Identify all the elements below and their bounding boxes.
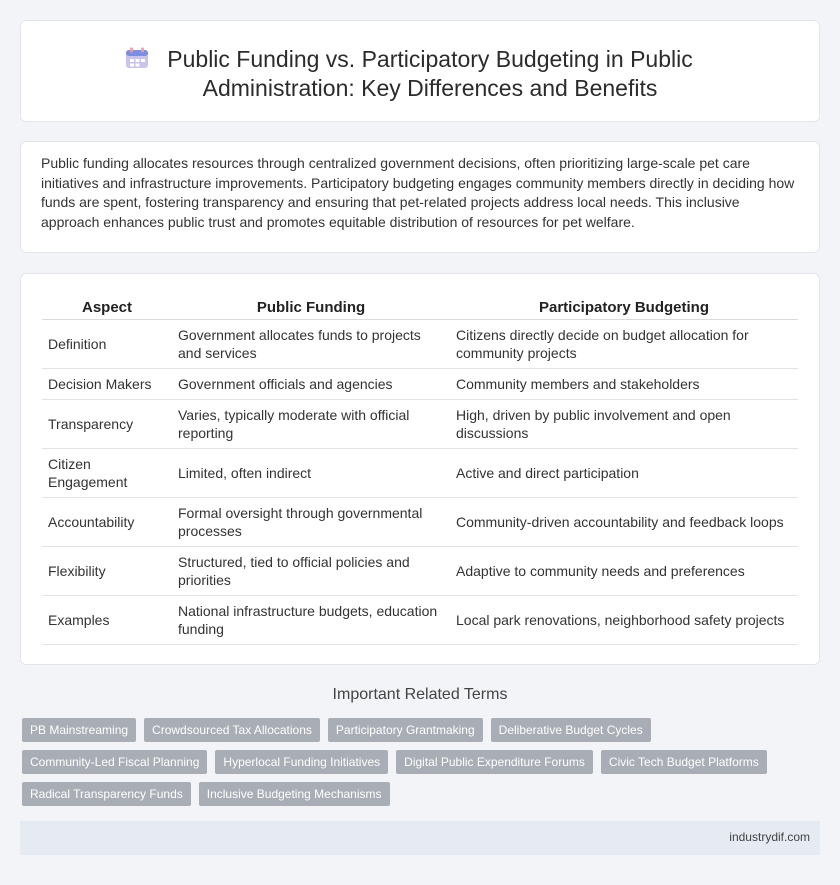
intro-paragraph: Public funding allocates resources through centralized government decisions, often prioritizing large-scale pet care initiatives and infrastructure improvements. Participatory budgeting engages community members directly in deciding how funds are spent, fostering transparency and ensuring that pet-related projects address local needs. This inclusive approach enhances public trust and promotes equitable distribution of resources for pet welfare. bbox=[41, 155, 795, 230]
related-term-tag[interactable]: Deliberative Budget Cycles bbox=[491, 718, 651, 742]
footer bbox=[20, 821, 820, 855]
table-row bbox=[42, 319, 798, 368]
table-row bbox=[42, 448, 798, 497]
related-term-tag[interactable]: Crowdsourced Tax Allocations bbox=[144, 718, 320, 742]
row-aspect: Accountability bbox=[42, 497, 172, 546]
related-term-tag[interactable]: PB Mainstreaming bbox=[22, 718, 136, 742]
row-participatory-budgeting: Community members and stakeholders bbox=[450, 368, 798, 399]
row-public-funding: Structured, tied to official policies and priorities bbox=[172, 546, 450, 595]
page-title: Public Funding vs. Participatory Budgeting in Public Administration: Key Differences and Benefits bbox=[167, 46, 693, 101]
related-term-tag[interactable]: Participatory Grantmaking bbox=[328, 718, 483, 742]
comparison-card bbox=[20, 273, 820, 665]
row-public-funding: Government officials and agencies bbox=[172, 368, 450, 399]
row-participatory-budgeting: High, driven by public involvement and open discussions bbox=[450, 399, 798, 448]
row-aspect: Definition bbox=[42, 319, 172, 368]
row-public-funding: Limited, often indirect bbox=[172, 448, 450, 497]
related-terms-heading: Important Related Terms bbox=[332, 686, 508, 703]
row-aspect: Flexibility bbox=[42, 546, 172, 595]
row-aspect: Citizen Engagement bbox=[42, 448, 172, 497]
row-participatory-budgeting: Local park renovations, neighborhood safety projects bbox=[450, 595, 798, 644]
row-public-funding: Varies, typically moderate with official reporting bbox=[172, 399, 450, 448]
header-aspect: Aspect bbox=[42, 297, 172, 319]
row-participatory-budgeting: Active and direct participation bbox=[450, 448, 798, 497]
related-term-tag[interactable]: Radical Transparency Funds bbox=[22, 782, 191, 806]
header-public-funding: Public Funding bbox=[172, 297, 450, 319]
related-term-tag[interactable]: Digital Public Expenditure Forums bbox=[396, 750, 593, 774]
related-term-tag[interactable]: Hyperlocal Funding Initiatives bbox=[215, 750, 388, 774]
table-row bbox=[42, 595, 798, 644]
table-row bbox=[42, 497, 798, 546]
related-term-tag[interactable]: Civic Tech Budget Platforms bbox=[601, 750, 767, 774]
row-public-funding: Government allocates funds to projects and services bbox=[172, 319, 450, 368]
title-card bbox=[20, 20, 820, 122]
table-row bbox=[42, 368, 798, 399]
row-aspect: Examples bbox=[42, 595, 172, 644]
footer-site-link[interactable]: industrydif.com bbox=[729, 830, 810, 844]
table-row bbox=[42, 399, 798, 448]
comparison-table bbox=[42, 297, 798, 645]
table-header-row bbox=[42, 297, 798, 319]
row-aspect: Decision Makers bbox=[42, 368, 172, 399]
related-term-tag[interactable]: Community-Led Fiscal Planning bbox=[22, 750, 207, 774]
row-participatory-budgeting: Community-driven accountability and feedback loops bbox=[450, 497, 798, 546]
row-aspect: Transparency bbox=[42, 399, 172, 448]
row-public-funding: National infrastructure budgets, education funding bbox=[172, 595, 450, 644]
row-public-funding: Formal oversight through governmental processes bbox=[172, 497, 450, 546]
header-participatory-budgeting: Participatory Budgeting bbox=[450, 297, 798, 319]
related-term-tag[interactable]: Inclusive Budgeting Mechanisms bbox=[199, 782, 390, 806]
row-participatory-budgeting: Citizens directly decide on budget allocation for community projects bbox=[450, 319, 798, 368]
related-terms-list bbox=[22, 718, 802, 806]
row-participatory-budgeting: Adaptive to community needs and preferences bbox=[450, 546, 798, 595]
intro-card bbox=[20, 141, 820, 253]
table-row bbox=[42, 546, 798, 595]
